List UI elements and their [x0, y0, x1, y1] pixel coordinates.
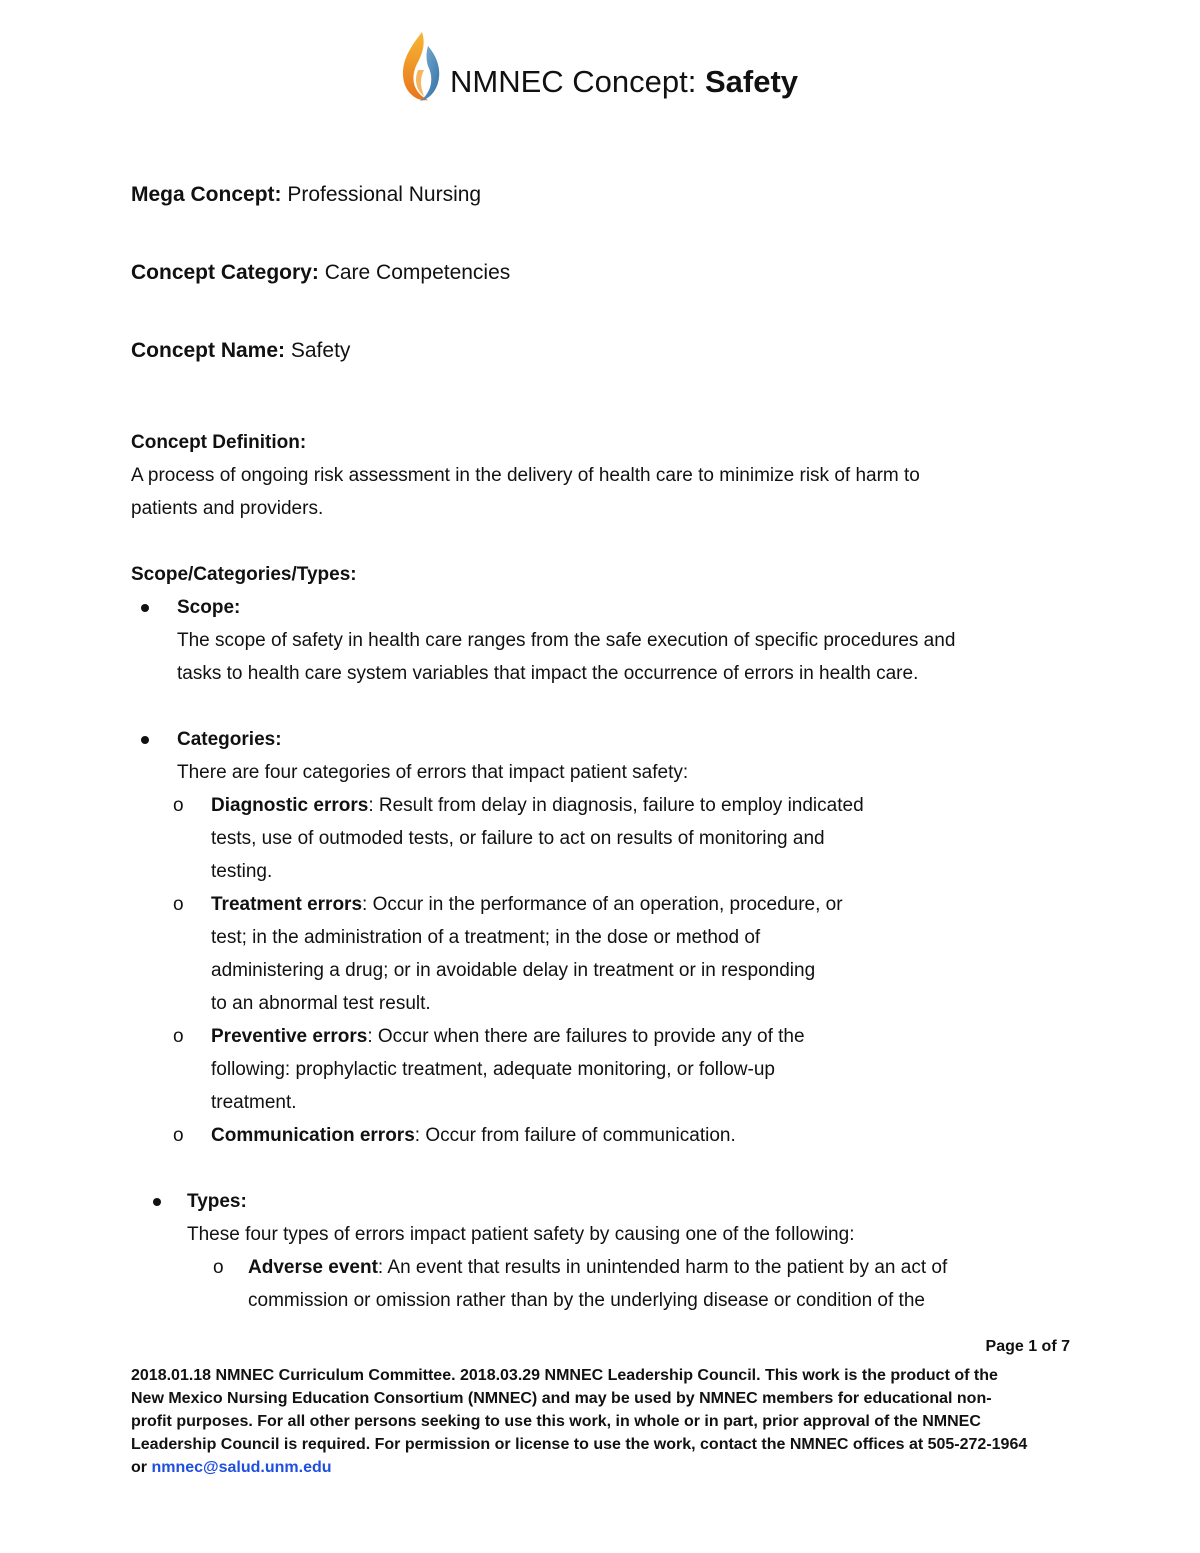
types-intro: These four types of errors impact patient safety by causing one of the following: [187, 1224, 855, 1245]
scope-text-line: The scope of safety in health care ranges from the safe execution of specific procedures and [177, 630, 956, 651]
circle-bullet-icon: o [173, 1125, 184, 1146]
bullet-icon [141, 736, 149, 744]
definition-text-line: A process of ongoing risk assessment in the delivery of health care to minimize risk of harm to [131, 465, 920, 486]
scope-text-line: tasks to health care system variables that impact the occurrence of errors in health care. [177, 663, 919, 684]
sub-list-item: o Adverse event: An event that results in unintended harm to the patient by an act of commission or omission rather than by the underlying disease or condition of the [131, 1251, 1071, 1317]
categories-label: Categories: [177, 729, 282, 750]
sub-list-item: o Communication errors: Occur from failure of communication. [131, 1119, 1071, 1152]
concept-name-line: Concept Name: Safety [131, 339, 351, 362]
list-item-types [131, 1185, 1071, 1251]
list-item-scope [131, 591, 1071, 690]
email-link[interactable]: nmnec@salud.unm.edu [151, 1459, 332, 1476]
scope-section-heading: Scope/Categories/Types: [131, 564, 357, 585]
circle-bullet-icon: o [213, 1257, 224, 1278]
page-footer: 2018.01.18 NMNEC Curriculum Committee. 2018.03.29 NMNEC Leadership Council. This work is the product of the New Mexico Nursing Education Consortium (NMNEC) and may be used by NMNEC members for educational non- profit purposes. For all other persons seeking to use this work, in whole or in part, prior approval of the NMNEC Leadership Council is required. For permission or license to use the work, contact the NMNEC offices at 505-272-1964 or nmnec@salud.unm.edu [131, 1367, 1028, 1476]
types-label: Types: [187, 1191, 247, 1212]
scope-label: Scope: [177, 597, 241, 618]
circle-bullet-icon: o [173, 795, 184, 816]
page-header [398, 30, 798, 104]
circle-bullet-icon: o [173, 1026, 184, 1047]
list-item-categories [131, 723, 1071, 789]
page-number: Page 1 of 7 [985, 1338, 1070, 1355]
sub-list-item: o Preventive errors: Occur when there are failures to provide any of the following: prophylactic treatment, adequate monitoring, or follow-up treatment. [131, 1020, 1071, 1119]
document-body [131, 426, 1071, 1317]
page-title: NMNEC Concept: Safety [450, 64, 799, 99]
bullet-icon [153, 1198, 161, 1206]
flame-logo-icon [398, 30, 444, 104]
sub-list-item: o Treatment errors: Occur in the performance of an operation, procedure, or test; in the administration of a treatment; in the dose or method of administering a drug; or in avoidable delay in treatment or in responding to an abnormal test result. [131, 888, 1071, 1020]
mega-concept-line: Mega Concept: Professional Nursing [131, 183, 482, 206]
categories-intro: There are four categories of errors that impact patient safety: [177, 762, 689, 783]
concept-category-line: Concept Category: Care Competencies [131, 261, 511, 284]
circle-bullet-icon: o [173, 894, 184, 915]
definition-heading: Concept Definition: [131, 432, 307, 453]
definition-text-line: patients and providers. [131, 498, 324, 519]
bullet-icon [141, 604, 149, 612]
sub-list-item: o Diagnostic errors: Result from delay in diagnosis, failure to employ indicated tests, use of outmoded tests, or failure to act on results of monitoring and testing. [131, 789, 1071, 888]
